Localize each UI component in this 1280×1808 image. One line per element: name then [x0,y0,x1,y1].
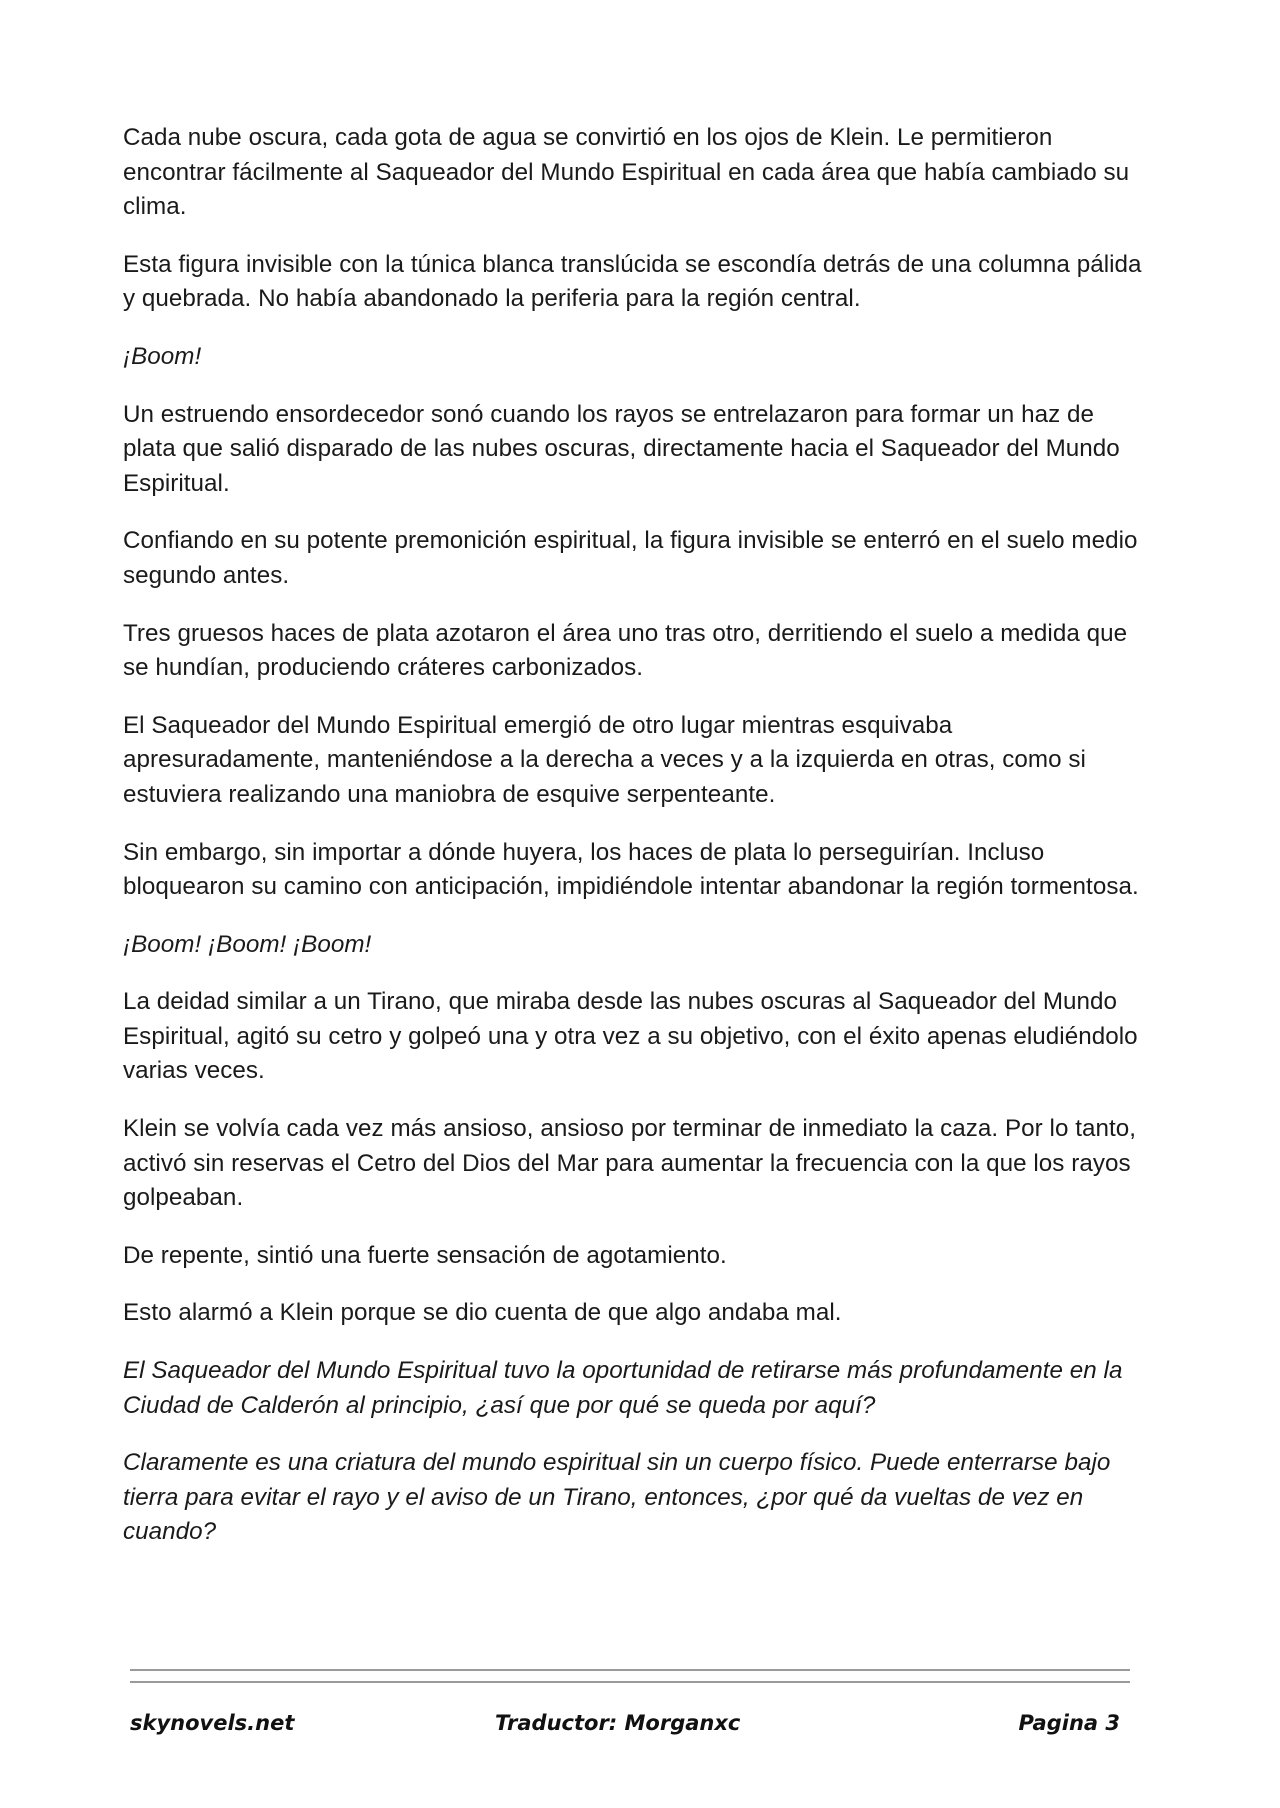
paragraph-5: Confiando en su potente premonición espiritual, la figura invisible se enterró en el suelo medio segundo antes. [123,527,1138,589]
footer-page-number: Pagina 3 [1018,1711,1120,1735]
paragraph-1: Cada nube oscura, cada gota de agua se convirtió en los ojos de Klein. Le permitieron encontrar fácilmente al Saqueador del Mundo Espiritual en cada área que había cambiado su clima. [123,124,1130,221]
paragraph-3: ¡Boom! [123,342,202,370]
paragraph-6: Tres gruesos haces de plata azotaron el área uno tras otro, derritiendo el suelo a medida que se hundían, produciendo cráteres carbonizados. [123,619,1128,682]
footer-divider-bottom [130,1681,1130,1683]
paragraph-11: Klein se volvía cada vez más ansioso, ansioso por terminar de inmediato la caza. Por lo tanto, activó sin reservas el Cetro del Dios del Mar para aumentar la frecuencia con la que los rayos golpeaban. [123,1115,1137,1212]
paragraph-4: Un estruendo ensordecedor sonó cuando los rayos se entrelazaron para formar un haz de plata que salió disparado de las nubes oscuras, directamente hacia el Saqueador del Mundo Espiritual. [123,400,1120,497]
paragraph-12: De repente, sintió una fuerte sensación de agotamiento. [123,1241,727,1269]
paragraph-2: Esta figura invisible con la túnica blanca translúcida se escondía detrás de una columna pálida y quebrada. No había abandonado la periferia para la región central. [123,250,1142,313]
paragraph-7: El Saqueador del Mundo Espiritual emergió de otro lugar mientras esquivaba apresuradamente, manteniéndose a la derecha a veces y a la izquierda en otras, como si estuviera realizando una maniobra de esquive serpenteante. [123,711,1086,808]
footer-site: skynovels.net [130,1711,295,1735]
paragraph-13: Esto alarmó a Klein porque se dio cuenta de que algo andaba mal. [123,1299,842,1327]
document-body [123,121,1143,1573]
footer-divider-top [130,1669,1130,1671]
paragraph-8: Sin embargo, sin importar a dónde huyera, los haces de plata lo perseguirían. Incluso bloquearon su camino con anticipación, impidiéndole intentar abandonar la región tormentosa. [123,838,1139,901]
footer-translator: Traductor: Morganxc [495,1711,741,1735]
paragraph-10: La deidad similar a un Tirano, que miraba desde las nubes oscuras al Saqueador del Mundo Espiritual, agitó su cetro y golpeó una y otra vez a su objetivo, con el éxito apenas eludiéndolo varias veces. [123,988,1138,1085]
paragraph-14: El Saqueador del Mundo Espiritual tuvo la oportunidad de retirarse más profundamente en la Ciudad de Calderón al principio, ¿así que por qué se queda por aquí? [123,1357,1123,1419]
page-footer [130,1711,1120,1743]
paragraph-15: Claramente es una criatura del mundo espiritual sin un cuerpo físico. Puede enterrarse bajo tierra para evitar el rayo y el aviso de un Tirano, entonces, ¿por qué da vueltas de vez en cuando? [123,1449,1111,1546]
paragraph-9: ¡Boom! ¡Boom! ¡Boom! [123,930,372,958]
